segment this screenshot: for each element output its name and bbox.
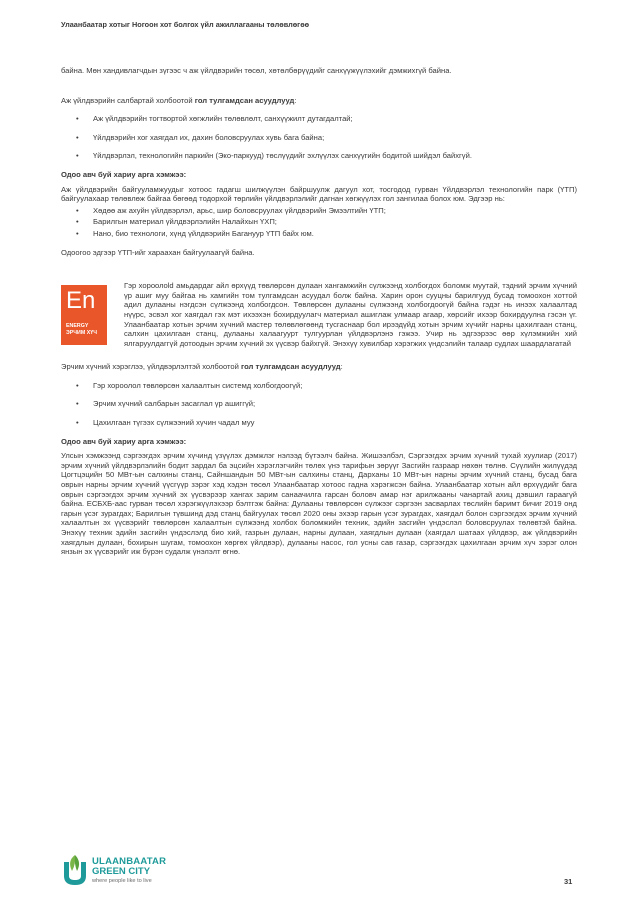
list-item: • Гэр хороолол төвлөрсөн халаалтын системд холбогдоогүй; — [76, 380, 303, 390]
energy-badge-symbol: En — [66, 287, 96, 315]
industry-solutions-heading: Одоо авч буй хариу арга хэмжээ: — [61, 169, 187, 179]
bullet-icon: • — [76, 380, 79, 390]
bullet-icon: • — [76, 399, 79, 409]
parks-list — [61, 206, 577, 239]
energy-badge-label: ENERGY ЭРЧИМ ХҮЧ — [66, 323, 97, 337]
logo-title-line1: ULAANBAATAR — [92, 856, 167, 867]
leaf-u-icon — [61, 852, 89, 888]
bullet-icon: • — [76, 217, 79, 227]
list-item: • Цахилгаан түгээх сүлжээний хүчин чадал муу — [76, 418, 255, 428]
energy-intro-text: Гэр хороолold амьдардаг айл өрхүүд төвлөрсөн дулаан хангамжийн сүлжээнд холбогдох боломж муутай, тэдний эрчим хүчний үр ашиг муу байгаа нь хамгийн том тулгамдсан асуудал болж байна. Харин орон сууцны барилгууд бусад томоохон хоттой адил дулааны нэгдсэн сүлжээнд холбогдсон. Төвлөрсөн дулааны сүлжээнд холбогдоогүй байна гэдэг нь инээх халаалтад нүүрс, эсвэл хог хаягдал гэх мэт ихээхэн бохирдуулагч материал ашиглаж улмаар агаар, хөрсийг ихээр бохирдуулна гэсэн үг. Улаанбаатар хотын эрчим хүчний мастер төлөвлөгөөнд тусгаснаар бол ирээдүйд хотын эрчим хүчийг нарны цахилгаан станц, салхин цахилгаан станц, дулааны халаагуурт тулгуурлан үйлдвэрлэнэ гэжээ. Учир нь эдгээрээс өөр хүлэмжийн хий ялгаруулдаггүй дотоодын эрчим хүчний эх үүсвэр байхгүй. Энэхүү хувилбар хэрэгжих үндсэлийн талаар судлах шаардлагатай — [124, 281, 577, 348]
logo-title-line2: GREEN CITY — [92, 866, 151, 877]
energy-solutions-heading: Одоо авч буй хариу арга хэмжээ: — [61, 436, 187, 446]
page-number: 31 — [564, 877, 573, 886]
main-content — [61, 66, 577, 557]
energy-badge — [61, 285, 107, 345]
bullet-icon: • — [76, 114, 79, 124]
bullet-icon: • — [76, 205, 79, 215]
logo-tagline: where people like to live — [92, 878, 152, 884]
energy-issues-lead: Эрчим хүчний хэрэглээ, үйлдвэрлэлтэй холбоотой гол тулгамдсан асуудлууд: — [61, 362, 343, 372]
list-item: • Аж үйлдвэрийн тогтвортой хөгжлийн төлөвлөлт, санхүүжилт дутагдалтай; — [76, 114, 353, 124]
list-item: • Үйлдвэрлэл, технологийн паркийн (Эко-паркууд) төслүүдийг эхлүүлэх санхүүгийн бодитой шийдэл байхгүй. — [76, 151, 472, 161]
industry-closing: Одоогоо эдгээр ҮТП-ийг хараахан байгуулаагүй байна. — [61, 247, 255, 257]
energy-issues-list — [61, 381, 577, 428]
page-header: Улаанбаатар хотыг Ногоон хот болгох үйл ажиллагааны төлөвлөгөө — [61, 20, 310, 29]
industry-issues-lead: Аж үйлдвэрийн салбартай холбоотой гол тулгамдсан асуудлууд: — [61, 95, 297, 105]
bullet-icon: • — [76, 418, 79, 428]
energy-solutions-text: Улсын хэмжээнд сэргээгдэх эрчим хүчинд үзүүлэх дэмжлэг нэлээд бүтээлч байна. Жишээлбэл, Сэргээгдэх эрчим хүчний тухай хуулиар (2017) эрчим хүчний үйлдвэрлэлийн бодит зардал ба эцсийн хэрэглэгчийн төлөх үнэ тарифын зөрүүг Засгийн газраар нөхөн төлнө. Сүүлийн жилүүдэд Цогтцэцийн 50 МВт-ын салхины станц, Сайншандын 50 МВт-ын салхины станц, Дарханы 10 МВт-ын нарны эрчим хүчний станц, бусад бага оврын нарны эрчим хүчний үүсгүүр зэрэг хэд хэдэн төсөл Улаанбаатар хотоос гадна хэрэгжсэн байна. Улаанбаатар хотын айл өрхүүдийг бага оврын сэргээгдэх эрчим хүчний эх үүсвэрээр хангах зарим санаачилга гарсан боловч амар нэг арилжааны чанартай ахиц дэвшил гараагүй байна. ЕСБХБ-аас гурван төсөл хэрэгжүүлэхээр бэлтгэж байна: Дулааны төвлөрсөн сүлжээг сэргээн засварлах төслийн баримт бичиг 2019 онд гарын үсэг зурагдах; Барилгын түвшинд дэд станц байгуулах төсөл 2020 оны эхээр гарын үсэг зурагдах, хаягдал болон сэргээгдэх эрчим хүчний халаалтын эх үүсвэрийг төвлөрсөн халаалтын сүлжээнд холбох боломжийн техник, эдийн засгийн үндэслэл боловсруулах төлөвтэй байна. Энэхүү техник эдийн засгийн үндэслэлд био хий, газрын дулаан, нарны дулаан, хаягдлын дулаан (хаягдал шатаах үйлдвэр, аж үйлдвэрийн хаягдлын дулаан, бохирын шугам, томоохон хөргөх үйлдвэр), дулааны насос, гол усны сав газар, сэргээгдэх цахилгаан эрчим хүч зэрэг олон янзын эх үүсвэрийг иж бүрэн судалж үнэлэлт өгнө. — [61, 451, 577, 557]
energy-section — [61, 281, 577, 348]
bullet-icon: • — [76, 228, 79, 238]
list-item: • Барилгын материал үйлдвэрлэлийн Налайхын ҮХП; — [76, 217, 277, 227]
ulaanbaatar-green-city-logo — [61, 852, 191, 890]
list-item: • Нано, био технологи, хүнд үйлдвэрийн Багануур ҮТП байх юм. — [76, 228, 314, 238]
bullet-icon: • — [76, 151, 79, 161]
intro-paragraph: байна. Мөн хандивлагчдын зүгээс ч аж үйлдвэрийн төсөл, хөтөлбөрүүдийг санхүүжүүлэхийг дэмжихгүй байна. — [61, 66, 452, 75]
industry-solutions-text: Аж үйлдвэрийн байгууламжуудыг хотоос гадагш шилжүүлэн байршуулж дагуул хот, тосгодод гурван Үйлдвэрлэл технологийн парк (ҮТП) байгуулахаар төлөвлөж байгаа бөгөөд тодорхой төрлийн үйлдвэрлэлийг дагнан хөгжүүлэх гол зангилаа болох юм. Эдгээр нь: — [61, 184, 577, 204]
list-item: • Эрчим хүчний салбарын засаглал үр ашиггүй; — [76, 399, 256, 409]
list-item: • Үйлдвэрийн хог хаягдал их, дахин боловсруулах хувь бага байна; — [76, 132, 325, 142]
industry-issues-list — [61, 114, 577, 161]
bullet-icon: • — [76, 132, 79, 142]
list-item: • Хөдөө аж ахуйн үйлдвэрлэл, арьс, шир боловсруулах үйлдвэрийн Эмээлтийн ҮТП; — [76, 205, 386, 215]
